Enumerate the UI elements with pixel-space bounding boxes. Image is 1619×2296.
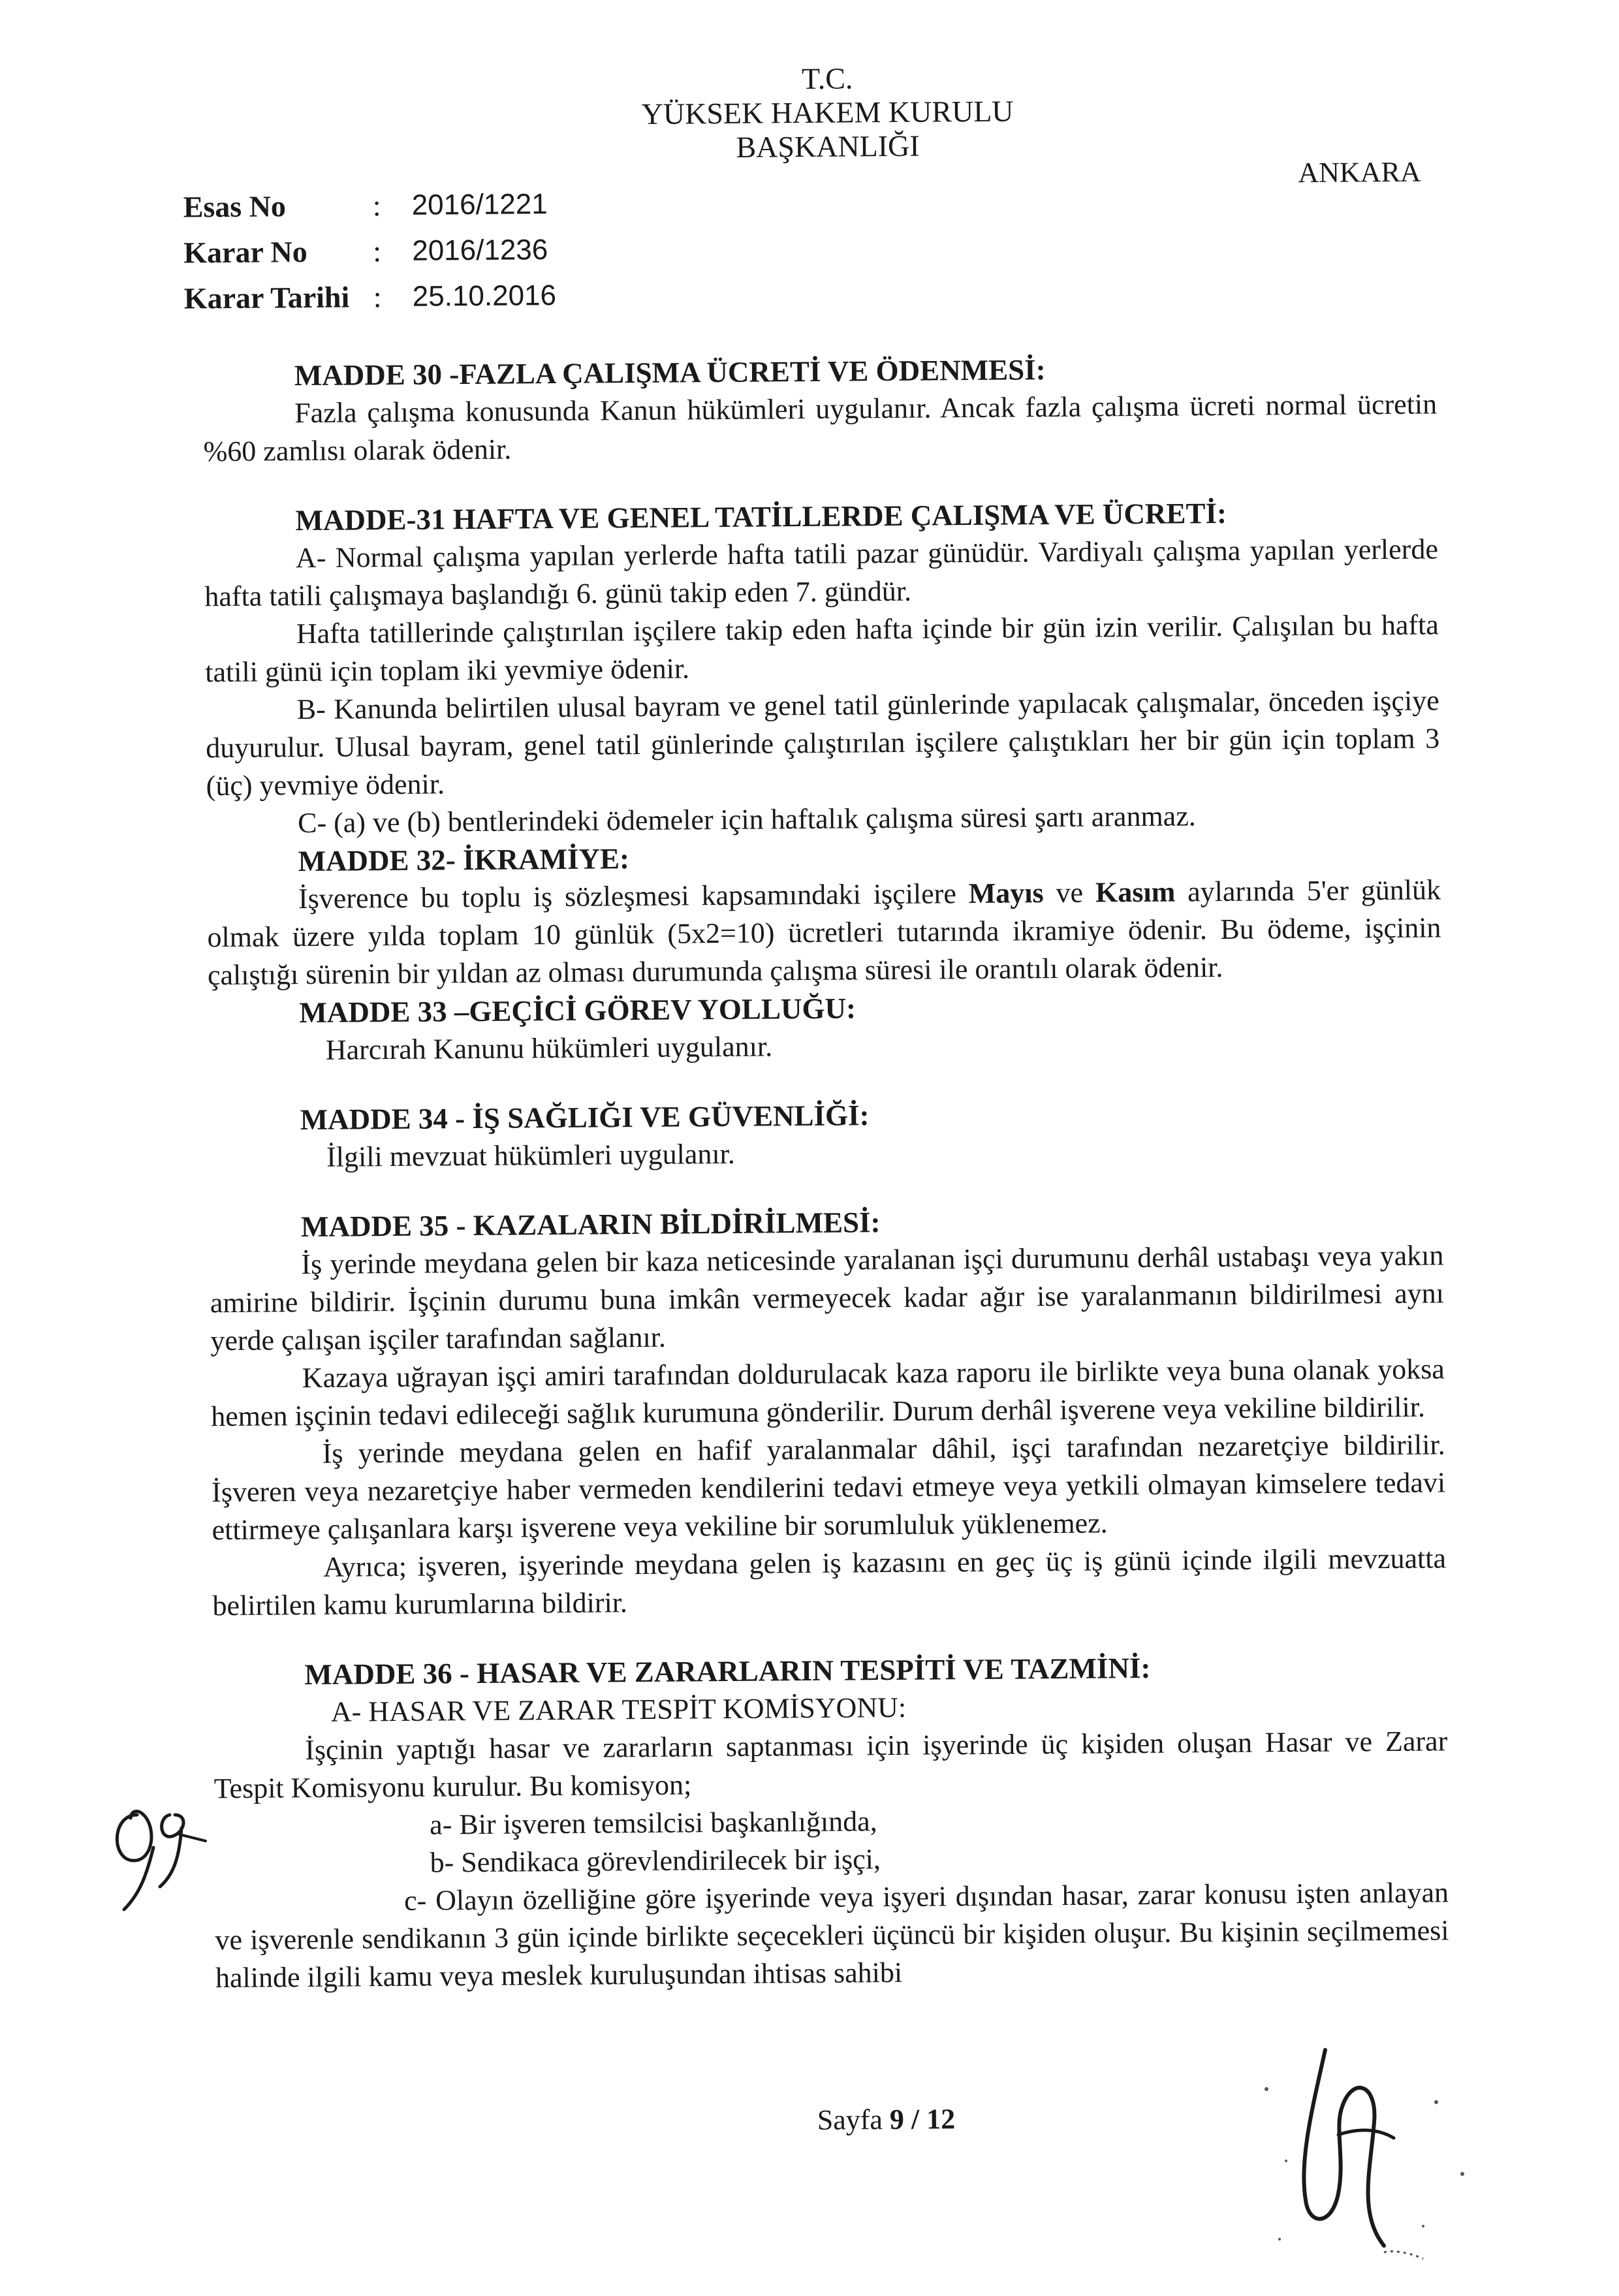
page-number-prefix: Sayfa — [817, 2103, 890, 2136]
meta-value: 2016/1236 — [412, 234, 548, 267]
article-34-text: İlgili mevzuat hükümleri uygulanır. — [326, 1137, 735, 1173]
article-31-c: C- (a) ve (b) bentlerindeki ödemeler için haftalık çalışma süresi şartı aranmaz. — [297, 800, 1196, 840]
meta-value: 25.10.2016 — [412, 279, 557, 313]
article-35-p3: İş yerinde meydana gelen en hafif yaralanmalar dâhil, işçi tarafından nezaretçiye bildirilir. İşveren veya nezaretçiye haber vermeden kendilerini tedavi etmeye veya yetkili olmayan kimselere tedavi ettirmeye çalışanlara karşı işverene veya vekiline bir sorumluluk yüklenemez. — [211, 1428, 1446, 1547]
meta-row-karar — [183, 227, 556, 275]
article-33-text: Harcırah Kanunu hükümleri uygulanır. — [325, 1030, 773, 1066]
article-36-item-a: a- Bir işveren temsilcisi başkanlığında, — [429, 1805, 877, 1841]
article-31-a2: Hafta tatillerinde çalıştırılan işçilere takip eden hafta içinde bir gün izin verilir. Çalışılan bu hafta tatili günü için toplam iki yevmiye ödenir. — [205, 608, 1439, 689]
article-30-title: MADDE 30 -FAZLA ÇALIŞMA ÜCRETİ VE ÖDENMESİ: — [294, 353, 1046, 392]
article-35-p1: İş yerinde meydana gelen bir kaza neticesinde yaralanan işçi durumunu derhâl ustabaşı veya yakın amirine bildirir. İşçinin durumu buna imkân vermeyecek kadar ağır ise yaralanmanın bildirilmesi aynı yerde çalışan işçiler tarafından sağlanır. — [210, 1239, 1445, 1357]
article-35-p4: Ayrıca; işveren, işyerinde meydana gelen iş kazasını en geç üç iş günü içinde ilgili mevzuatta belirtilen kamu kurumlarına bildirir. — [212, 1542, 1447, 1622]
meta-colon: : — [373, 280, 382, 314]
meta-label: Karar Tarihi — [183, 280, 350, 315]
conjunction: ve — [1043, 876, 1096, 909]
article-30-text: Fazla çalışma konusunda Kanun hükümleri uygulanır. Ancak fazla çalışma ücreti normal ücretin %60 zamlısı olarak ödenir. — [203, 388, 1438, 468]
document-header — [579, 60, 1076, 166]
header-institution: YÜKSEK HAKEM KURULU — [641, 94, 1014, 131]
article-36-p1: İşçinin yaptığı hasar ve zararların saptanması için işyerinde üç kişiden oluşan Hasar ve Zarar Tespit Komisyonu kurulur. Bu komisyon; — [213, 1725, 1448, 1805]
document-body — [203, 347, 1450, 1997]
meta-colon: : — [372, 189, 381, 223]
article-36-subtitle: A- HASAR VE ZARAR TESPİT KOMİSYONU: — [330, 1691, 907, 1728]
meta-label: Esas No — [183, 189, 287, 224]
meta-label: Karar No — [183, 235, 307, 270]
month-november: Kasım — [1095, 875, 1176, 909]
meta-colon: : — [373, 234, 382, 268]
article-32-text — [207, 871, 1441, 994]
header-tc: T.C. — [801, 61, 853, 96]
article-33-title: MADDE 33 –GEÇİCİ GÖREV YOLLUĞU: — [299, 992, 857, 1030]
article-36-item-c: c- Olayın özelliğine göre işyerinde veya işyeri dışından hasar, zarar konusu işten anlayan ve işverenle sendikanın 3 gün içinde birlikte seçecekleri üçüncü bir kişiden oluşur. Bu kişinin seçilmemesi halinde ilgili kamu veya meslek kuruluşundan ihtisas sahibi — [215, 1876, 1449, 1994]
article-35-title: MADDE 35 - KAZALARIN BİLDİRİLMESİ: — [300, 1206, 881, 1244]
article-35-p2: Kazaya uğrayan işçi amiri tarafından doldurulacak kaza raporu ile birlikte veya buna olanak yoksa hemen işçinin tedavi edileceği sağlık kurumuna gönderilir. Durum derhâl işverene veya vekiline bildirilir. — [211, 1353, 1445, 1433]
handwritten-note — [98, 1789, 228, 1919]
article-32-title: MADDE 32- İKRAMİYE: — [298, 842, 630, 878]
article-36-item-b: b- Sendikaca görevlendirilecek bir işçi, — [430, 1843, 881, 1879]
article-36-title: MADDE 36 - HASAR VE ZARARLARIN TESPİTİ VE TAZMİNİ: — [304, 1651, 1151, 1691]
meta-row-tarih — [184, 273, 557, 321]
header-presidency: BAŞKANLIĞI — [736, 129, 920, 164]
month-may: Mayıs — [968, 877, 1044, 910]
header-city: ANKARA — [1298, 155, 1421, 189]
signature — [1227, 2030, 1501, 2278]
article-32-pre: İşverence bu toplu iş sözleşmesi kapsamındaki işçilere — [298, 877, 969, 915]
case-metadata — [183, 181, 556, 321]
article-34-title: MADDE 34 - İŞ SAĞLIĞI VE GÜVENLİĞİ: — [300, 1099, 870, 1137]
meta-value: 2016/1221 — [411, 188, 548, 221]
article-31-b: B- Kanunda belirtilen ulusal bayram ve genel tatil günlerinde yapılacak çalışmalar, önceden işçiye duyurulur. Ulusal bayram, genel tatil günlerinde çalıştırılan işçilere çalıştıkları her bir gün için toplam 3 (üç) yevmiye ödenir. — [206, 684, 1440, 802]
article-32-post: aylarında 5'er günlük olmak üzere yılda toplam 10 günlük (5x2=10) ücretleri tutarında ikramiye ödenir. Bu ödeme, işçinin çalıştığı sürenin bir yıldan az olması durumunda çalışma süresi ile orantılı olarak ödenir. — [207, 873, 1441, 992]
page-number-value: 9 / 12 — [889, 2103, 956, 2136]
page-number — [817, 2102, 956, 2137]
article-31-a: A- Normal çalışma yapılan yerlerde hafta tatili pazar günüdür. Vardiyalı çalışma yapılan yerlerde hafta tatili çalışmaya başlandığı 6. günü takip eden 7. gündür. — [204, 533, 1439, 613]
meta-row-esas — [183, 181, 556, 230]
article-31-title: MADDE-31 HAFTA VE GENEL TATİLLERDE ÇALIŞMA VE ÜCRETİ: — [295, 496, 1227, 537]
